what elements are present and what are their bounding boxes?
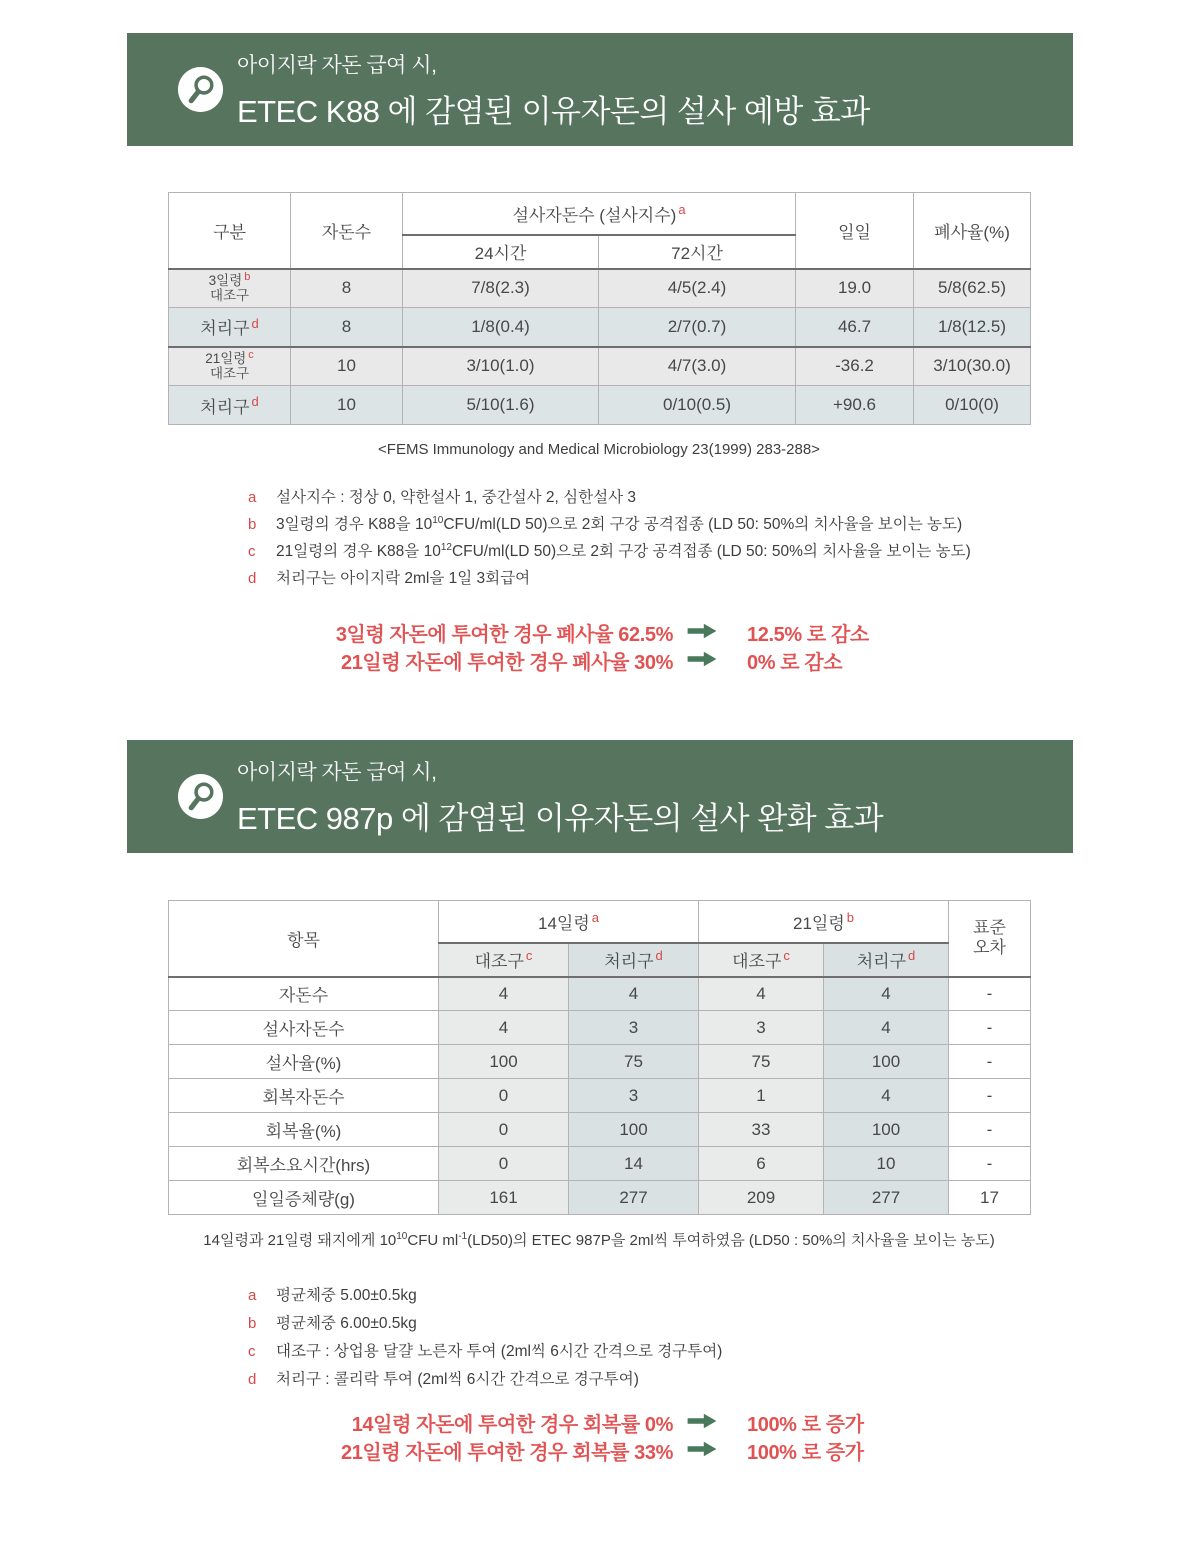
footnote-ref-b: b [846, 910, 854, 926]
value-cell: 75 [569, 1045, 699, 1079]
etec987p-results-table [168, 900, 1031, 1215]
arrow-right-icon [673, 620, 731, 646]
k88-results-table [168, 192, 1031, 425]
section1-banner [127, 33, 1073, 146]
row-label-cell: 회복소요시간(hrs) [169, 1147, 439, 1181]
stderr-cell: - [949, 1011, 1031, 1045]
value-cell: 7/8(2.3) [403, 269, 599, 308]
value-cell: 1 [699, 1079, 824, 1113]
value-cell: 277 [824, 1181, 949, 1215]
banner-title: ETEC K88 에 감염된 이유자돈의 설사 예방 효과 [237, 93, 870, 129]
value-cell: 2/7(0.7) [599, 308, 796, 347]
footnote-ref-c: c [783, 948, 790, 964]
col-header-21day: 21일령 $^b$ [699, 901, 949, 943]
header-row [169, 193, 1031, 235]
value-cell: 46.7 [796, 308, 914, 347]
row-label-cell: 회복율(%) [169, 1113, 439, 1147]
footnote-label: a [248, 1287, 257, 1304]
stderr-cell: 17 [949, 1181, 1031, 1215]
value-cell: 0 [439, 1147, 569, 1181]
footnote-item [248, 1286, 1008, 1305]
stderr-cell: - [949, 1147, 1031, 1181]
footnote-item [248, 1370, 1008, 1389]
section1-summary [168, 618, 1030, 674]
footnote-label: d [248, 570, 257, 587]
value-cell: 4 [824, 977, 949, 1011]
value-cell: 4/7(3.0) [599, 347, 796, 386]
stderr-cell: - [949, 1079, 1031, 1113]
col-header-piglet-count: 자돈수 [291, 193, 403, 269]
stderr-cell: - [949, 1045, 1031, 1079]
summary-left-text: 21일령 자돈에 투여한 경우 회복률 33% [340, 1442, 673, 1464]
footnote-text: 평균체중 5.00±0.5kg [276, 1287, 417, 1304]
table-row [169, 1079, 1031, 1113]
row-label: 처리구 [200, 319, 250, 339]
arrow-right-icon [673, 1438, 731, 1464]
banner-title: ETEC 987p 에 감염된 이유자돈의 설사 완화 효과 [237, 800, 884, 836]
col-header-diarrhea-group [403, 193, 796, 235]
value-cell: 5/8(62.5) [914, 269, 1031, 308]
footnote-ref-d: d [655, 948, 663, 964]
value-cell: 8 [291, 269, 403, 308]
table-row [169, 1147, 1031, 1181]
row-label-cell: 설사자돈수 [169, 1011, 439, 1045]
section1-footnotes [248, 488, 1008, 596]
col-header-stderr: 표준 오차 [949, 901, 1031, 977]
value-cell: 10 [291, 347, 403, 386]
stderr-cell: - [949, 977, 1031, 1011]
col-header-72h: 72시간 [599, 235, 796, 269]
summary-right-text: 12.5% 로 감소 [747, 624, 869, 646]
col-header-item: 항목 [169, 901, 439, 977]
footnote-ref-a: a [678, 202, 686, 218]
value-cell: 100 [824, 1113, 949, 1147]
footnote-ref-c: c [248, 348, 254, 361]
row-label-cell [169, 347, 291, 386]
value-cell: 3 [569, 1079, 699, 1113]
footnote-item [248, 569, 1008, 588]
footnote-ref-d: d [908, 948, 916, 964]
value-cell: 75 [699, 1045, 824, 1079]
banner-text [237, 49, 870, 131]
summary-right-text: 0% 로 감소 [747, 652, 843, 674]
value-cell: 19.0 [796, 269, 914, 308]
footnote-label: a [248, 489, 257, 506]
footnote-ref-b: b [244, 270, 251, 283]
table-row [169, 1113, 1031, 1147]
value-cell: 3 [699, 1011, 824, 1045]
summary-left-text: 3일령 자돈에 투여한 경우 폐사율 62.5% [335, 624, 673, 646]
stderr-cell: - [949, 1113, 1031, 1147]
header-row [169, 901, 1031, 943]
row-label-cell: 회복자돈수 [169, 1079, 439, 1113]
value-cell: 1/8(0.4) [403, 308, 599, 347]
value-cell: 0/10(0.5) [599, 386, 796, 425]
col-header-control-21: 대조구 $^c$ [699, 943, 824, 977]
footnote-text: 처리구는 아이지락 2ml을 1일 3회급여 [276, 570, 531, 587]
value-cell: 33 [699, 1113, 824, 1147]
footnote-item [248, 1314, 1008, 1333]
magnifier-icon [177, 66, 224, 113]
row-label-cell: 설사율(%) [169, 1045, 439, 1079]
footnote-text: 설사지수 : 정상 0, 약한설사 1, 중간설사 2, 심한설사 3 [276, 489, 636, 506]
banner-subtitle: 아이지락 자돈 급여 시, [237, 53, 437, 77]
value-cell: 10 [291, 386, 403, 425]
footnote-ref-c: c [525, 948, 533, 964]
footnote-text: 평균체중 6.00±0.5kg [276, 1315, 417, 1332]
citation-text: <FEMS Immunology and Medical Microbiology 23(1999) 283-288> [378, 441, 820, 458]
table-row-3day-treatment [169, 308, 1031, 347]
value-cell: 8 [291, 308, 403, 347]
value-cell: 3/10(1.0) [403, 347, 599, 386]
footnote-label: b [248, 516, 257, 533]
row-label-cell [169, 308, 291, 347]
footnote-ref-d: d [251, 315, 259, 331]
col-header-treatment-21: 처리구 $^d$ [824, 943, 949, 977]
row-label-cell [169, 269, 291, 308]
summary-right-text: 100% 로 증가 [747, 1414, 864, 1436]
col-header-24h: 24시간 [403, 235, 599, 269]
value-cell: 4 [824, 1079, 949, 1113]
col-header-control-14: 대조구 $^c$ [439, 943, 569, 977]
summary-line [168, 1408, 1030, 1436]
value-cell: 5/10(1.6) [403, 386, 599, 425]
value-cell: 1/8(12.5) [914, 308, 1031, 347]
value-cell: 0 [439, 1079, 569, 1113]
summary-line [168, 646, 1030, 674]
footnote-text: 처리구 : 콜리락 투여 (2ml씩 6시간 간격으로 경구투여) [276, 1371, 639, 1388]
table-row [169, 1011, 1031, 1045]
table-row [169, 1045, 1031, 1079]
value-cell: 100 [439, 1045, 569, 1079]
value-cell: 4 [824, 1011, 949, 1045]
value-cell: 3 [569, 1011, 699, 1045]
footnote-ref-a: a [591, 910, 599, 926]
footnote-label: d [248, 1371, 257, 1388]
footnote-label: b [248, 1315, 257, 1332]
arrow-right-icon [673, 648, 731, 674]
col-header-treatment-14: 처리구 $^d$ [569, 943, 699, 977]
footnote-item [248, 488, 1008, 507]
magnifier-icon [177, 773, 224, 820]
table-row-3day-control [169, 269, 1031, 308]
footnote-label: c [248, 543, 256, 560]
value-cell: 14 [569, 1147, 699, 1181]
footnote-ref-d: d [251, 393, 259, 409]
value-cell: 4 [569, 977, 699, 1011]
row-label-cell: 일일증체량(g) [169, 1181, 439, 1215]
col-header-14day: 14일령 $^a$ [439, 901, 699, 943]
value-cell: 4/5(2.4) [599, 269, 796, 308]
section2-banner [127, 740, 1073, 853]
row-label: 21일령 [205, 351, 247, 367]
value-cell: 3/10(30.0) [914, 347, 1031, 386]
summary-line [168, 1436, 1030, 1464]
col-header-mortality: 폐사율(%) [914, 193, 1031, 269]
row-label: 3일령 [208, 273, 243, 289]
summary-right-text: 100% 로 증가 [747, 1442, 864, 1464]
value-cell: 161 [439, 1181, 569, 1215]
footnote-text: 대조구 : 상업용 달걀 노른자 투여 (2ml씩 6시간 간격으로 경구투여) [276, 1343, 723, 1360]
value-cell: 0 [439, 1113, 569, 1147]
row-label: 처리구 [200, 397, 250, 417]
footnote-text: 3일령의 경우 K88을 $10^{10}CFU/ml(LD$ 50)으로 2회 구강 공격접종 (LD 50: 50%의 치사율을 보이는 농도) [276, 514, 963, 533]
summary-line [168, 618, 1030, 646]
footnote-label: c [248, 1343, 256, 1360]
row-label-cell [169, 386, 291, 425]
col-header-daily: 일일 [796, 193, 914, 269]
row-label-line2: 대조구 [209, 366, 250, 382]
value-cell: 6 [699, 1147, 824, 1181]
value-cell: 10 [824, 1147, 949, 1181]
value-cell: 277 [569, 1181, 699, 1215]
value-cell: 4 [439, 1011, 569, 1045]
dose-note: 14일령과 21일령 돼지에게 $10^{10}CFU$ $ml^{-1}(LD50)$의 ETEC 987P을 2ml씩 투여하였음 (LD50 : 50%의 치사율을 보이는 농도) [203, 1231, 995, 1249]
footnote-item [248, 542, 1008, 561]
section2-summary [168, 1408, 1030, 1464]
row-label-line2: 대조구 [209, 288, 250, 304]
summary-left-text: 21일령 자돈에 투여한 경우 폐사율 30% [340, 652, 673, 674]
footnote-item [248, 515, 1008, 534]
value-cell: -36.2 [796, 347, 914, 386]
table-row-21day-treatment [169, 386, 1031, 425]
table-row [169, 1181, 1031, 1215]
group-header-label: 설사자돈수 (설사지수) [512, 205, 677, 225]
value-cell: 4 [699, 977, 824, 1011]
arrow-right-icon [673, 1410, 731, 1436]
table-row [169, 977, 1031, 1011]
row-label-cell: 자돈수 [169, 977, 439, 1011]
banner-subtitle: 아이지락 자돈 급여 시, [237, 760, 437, 784]
table-row-21day-control [169, 347, 1031, 386]
value-cell: 0/10(0) [914, 386, 1031, 425]
footnote-item [248, 1342, 1008, 1361]
section2-footnotes [248, 1286, 1008, 1398]
banner-text [237, 756, 883, 838]
summary-left-text: 14일령 자돈에 투여한 경우 회복률 0% [351, 1414, 673, 1436]
footnote-text: 21일령의 경우 K88을 $10^{12}CFU/ml(LD$ 50)으로 2회 구강 공격접종 (LD 50: 50%의 치사율을 보이는 농도) [276, 541, 971, 560]
value-cell: +90.6 [796, 386, 914, 425]
value-cell: 209 [699, 1181, 824, 1215]
value-cell: 100 [824, 1045, 949, 1079]
value-cell: 4 [439, 977, 569, 1011]
col-header-gubun: 구분 [169, 193, 291, 269]
value-cell: 100 [569, 1113, 699, 1147]
